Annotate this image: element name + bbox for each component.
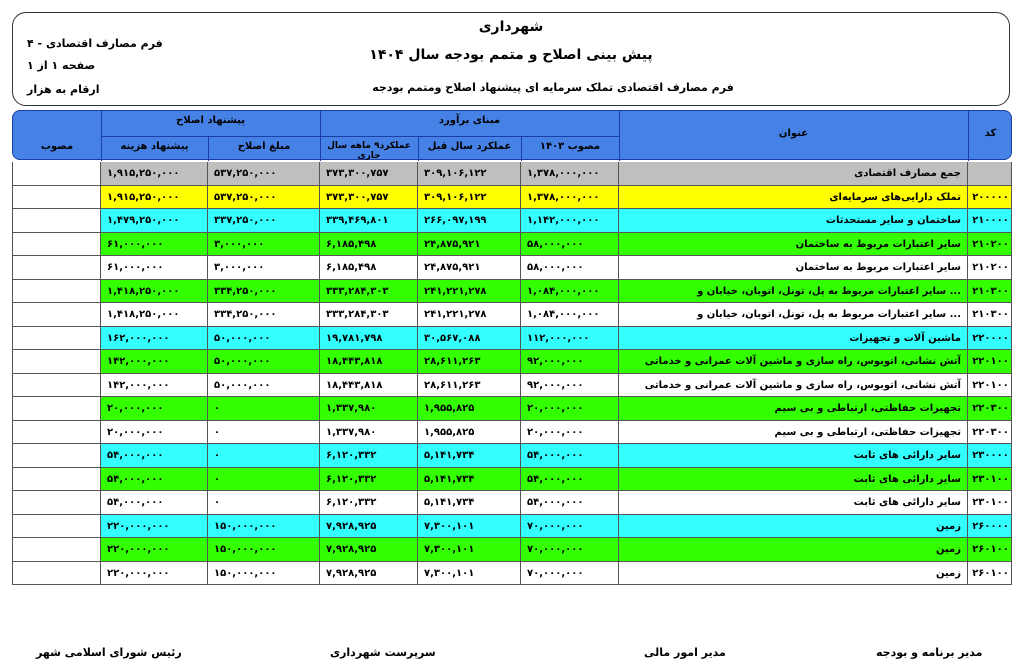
cell-code: ۲۱۰۲۰۰ [972,262,1009,273]
cell-code: ۲۱۰۰۰۰ [972,215,1009,226]
cell-approved-1403: ۱,۱۴۲,۰۰۰,۰۰۰ [521,209,619,232]
form-caption: فرم مصارف اقتصادی تملک سرمایه ای پیشنهاد اصلاح ومتمم بودجه [372,81,734,94]
cell-approved-1403: ۲۰,۰۰۰,۰۰۰ [521,421,619,444]
cell-approved [13,421,101,444]
col-header-prev-year: عملکرد سال قبل [427,141,512,152]
cell-amount-change: ۰ [208,421,320,444]
cell-prev-year: ۵,۱۴۱,۷۳۴ [418,444,521,467]
cell-current-9m: ۶,۱۲۰,۳۳۲ [320,468,418,491]
cell-proposed-cost: ۱۴۲,۰۰۰,۰۰۰ [101,374,208,397]
cell-approved-1403: ۱,۳۷۸,۰۰۰,۰۰۰ [521,162,619,185]
cell-approved [13,256,101,279]
cell-approved [13,162,101,185]
cell-current-9m: ۱۹,۷۸۱,۷۹۸ [320,327,418,350]
cell-approved [13,562,101,585]
cell-code: ۲۲۰۱۰۰ [972,379,1009,391]
cell-code: ۲۲۰۰۰۰ [972,332,1009,344]
cell-title: جمع مصارف اقتصادی [619,162,968,185]
cell-approved-1403: ۷۰,۰۰۰,۰۰۰ [521,562,619,585]
cell-current-9m: ۶,۱۲۰,۳۳۲ [320,491,418,514]
cell-prev-year: ۷,۳۰۰,۱۰۱ [418,538,521,561]
table-row [12,209,1012,233]
cell-current-9m: ۱۸,۴۴۳,۸۱۸ [320,350,418,373]
cell-approved [13,209,101,232]
cell-title: زمین [619,562,968,585]
cell-current-9m: ۷,۹۲۸,۹۲۵ [320,538,418,561]
cell-approved-1403: ۷۰,۰۰۰,۰۰۰ [521,515,619,538]
cell-approved-1403: ۹۲,۰۰۰,۰۰۰ [521,374,619,397]
cell-code: ۲۶۰۱۰۰ [972,544,1009,555]
cell-approved-1403: ۱۱۲,۰۰۰,۰۰۰ [521,327,619,350]
cell-title: سایر اعتبارات مربوط به ساختمان [619,256,968,279]
table-header [12,110,1012,160]
cell-prev-year: ۳۰,۵۶۷,۰۸۸ [418,327,521,350]
cell-approved [13,327,101,350]
cell-proposed-cost: ۱,۴۱۸,۲۵۰,۰۰۰ [101,280,208,303]
cell-approved-1403: ۱,۳۷۸,۰۰۰,۰۰۰ [521,186,619,209]
cell-prev-year: ۷,۳۰۰,۱۰۱ [418,562,521,585]
table-row [12,421,1012,445]
cell-approved-1403: ۵۸,۰۰۰,۰۰۰ [521,233,619,256]
col-header-approved-1403: مصوب ۱۴۰۳ [539,141,601,152]
cell-title: سایر اعتبارات مربوط به ساختمان [619,233,968,256]
form-title: شهرداری [478,19,544,35]
cell-proposed-cost: ۱,۴۷۹,۲۵۰,۰۰۰ [101,209,208,232]
cell-approved [13,303,101,326]
cell-prev-year: ۲۸,۶۱۱,۲۶۳ [418,350,521,373]
cell-amount-change: ۳۳۴,۲۵۰,۰۰۰ [208,280,320,303]
signature-finance-manager: مدیر امور مالی [644,646,726,659]
table-row [12,233,1012,257]
cell-current-9m: ۳۷۳,۳۰۰,۷۵۷ [320,162,418,185]
cell-code: ۲۲۰۳۰۰ [972,403,1009,414]
cell-current-9m: ۱۸,۴۴۳,۸۱۸ [320,374,418,397]
cell-title: سایر دارائی های ثابت [619,444,968,467]
cell-amount-change: ۱۵۰,۰۰۰,۰۰۰ [208,538,320,561]
cell-proposed-cost: ۱۶۲,۰۰۰,۰۰۰ [101,327,208,350]
cell-amount-change: ۵۳۷,۲۵۰,۰۰۰ [208,162,320,185]
cell-approved-1403: ۵۴,۰۰۰,۰۰۰ [521,491,619,514]
table-row [12,280,1012,304]
cell-prev-year: ۱,۹۵۵,۸۲۵ [418,397,521,420]
cell-current-9m: ۱,۳۳۷,۹۸۰ [320,421,418,444]
cell-title: آتش نشانی، اتوبوس، راه سازی و ماشین آلات عمرانی و خدماتی [619,374,968,397]
cell-proposed-cost: ۶۱,۰۰۰,۰۰۰ [101,256,208,279]
cell-prev-year: ۱,۹۵۵,۸۲۵ [418,421,521,444]
col-header-title: عنوان [778,128,809,139]
table-row [12,374,1012,398]
cell-code: ۲۳۰۱۰۰ [972,497,1009,508]
cell-proposed-cost: ۱,۹۱۵,۲۵۰,۰۰۰ [101,186,208,209]
cell-proposed-cost: ۲۰,۰۰۰,۰۰۰ [101,421,208,444]
cell-title: ... سایر اعتبارات مربوط به پل، تونل، اتوبان، خیابان و [619,280,968,303]
cell-title: ماشین آلات و تجهیزات [619,327,968,350]
cell-amount-change: ۳,۰۰۰,۰۰۰ [208,233,320,256]
col-header-amount-change: مبلغ اصلاح [237,141,291,152]
signature-budget-manager: مدیر برنامه و بودجه [876,646,983,659]
cell-proposed-cost: ۱۴۲,۰۰۰,۰۰۰ [101,350,208,373]
col-header-proposed-cost: پیشنهاد هزینه [120,141,189,152]
cell-title: زمین [619,515,968,538]
cell-code: ۲۱۰۲۰۰ [972,238,1009,250]
cell-title: تجهیزات حفاظتی، ارتباطی و بی سیم [619,421,968,444]
table-row [12,491,1012,515]
cell-amount-change: ۰ [208,444,320,467]
cell-current-9m: ۳۳۹,۴۶۹,۸۰۱ [320,209,418,232]
signature-council-head: رئیس شورای اسلامی شهر [36,646,182,659]
form-header [12,12,1010,106]
cell-approved-1403: ۱,۰۸۴,۰۰۰,۰۰۰ [521,280,619,303]
table-row [12,562,1012,586]
table-row [12,186,1012,210]
form-code: فرم مصارف اقتصادی - ۴ [27,37,163,50]
cell-code: ۲۱۰۳۰۰ [972,285,1009,297]
table-row [12,303,1012,327]
cell-proposed-cost: ۶۱,۰۰۰,۰۰۰ [101,233,208,256]
cell-proposed-cost: ۵۴,۰۰۰,۰۰۰ [101,444,208,467]
cell-code: ۲۶۰۱۰۰ [972,567,1009,579]
col-header-current-9m: عملکرد۹ ماهه سال جاری [327,141,411,161]
cell-proposed-cost: ۵۴,۰۰۰,۰۰۰ [101,491,208,514]
col-header-proposal: پیشنهاد اصلاح [176,115,245,126]
cell-approved [13,444,101,467]
table-row [12,515,1012,539]
cell-title: ساختمان و سایر مستحدثات [619,209,968,232]
table-row [12,327,1012,351]
cell-prev-year: ۲۴,۸۷۵,۹۲۱ [418,233,521,256]
cell-amount-change: ۳۳۴,۲۵۰,۰۰۰ [208,303,320,326]
cell-title: زمین [619,538,968,561]
cell-prev-year: ۲۶۶,۰۹۷,۱۹۹ [418,209,521,232]
cell-approved-1403: ۵۴,۰۰۰,۰۰۰ [521,444,619,467]
cell-approved-1403: ۵۸,۰۰۰,۰۰۰ [521,256,619,279]
cell-prev-year: ۷,۳۰۰,۱۰۱ [418,515,521,538]
cell-code: ۲۱۰۳۰۰ [972,309,1009,320]
cell-amount-change: ۵۳۷,۲۵۰,۰۰۰ [208,186,320,209]
col-header-approved: مصوب [40,141,74,152]
table-row [12,350,1012,374]
cell-approved-1403: ۲۰,۰۰۰,۰۰۰ [521,397,619,420]
cell-current-9m: ۶,۱۸۵,۴۹۸ [320,256,418,279]
cell-approved [13,280,101,303]
cell-proposed-cost: ۱,۹۱۵,۲۵۰,۰۰۰ [101,162,208,185]
cell-title: تجهیزات حفاظتی، ارتباطی و بی سیم [619,397,968,420]
cell-prev-year: ۲۸,۶۱۱,۲۶۳ [418,374,521,397]
table-row [12,397,1012,421]
cell-amount-change: ۵۰,۰۰۰,۰۰۰ [208,350,320,373]
cell-prev-year: ۳۰۹,۱۰۶,۱۲۲ [418,186,521,209]
cell-title: آتش نشانی، اتوبوس، راه سازی و ماشین آلات عمرانی و خدماتی [619,350,968,373]
cell-prev-year: ۵,۱۴۱,۷۳۴ [418,491,521,514]
table-row [12,538,1012,562]
cell-approved [13,468,101,491]
cell-title: سایر دارائی های ثابت [619,468,968,491]
cell-approved [13,491,101,514]
cell-code: ۲۳۰۰۰۰ [972,450,1009,461]
cell-amount-change: ۵۰,۰۰۰,۰۰۰ [208,327,320,350]
cell-prev-year: ۵,۱۴۱,۷۳۴ [418,468,521,491]
cell-amount-change: ۱۵۰,۰۰۰,۰۰۰ [208,562,320,585]
cell-code: ۲۲۰۱۰۰ [972,356,1009,367]
cell-title: تملک دارایی‌های سرمایه‌ای [619,186,968,209]
cell-current-9m: ۳۳۳,۲۸۴,۳۰۳ [320,280,418,303]
form-subtitle: پیش بینی اصلاح و متمم بودجه سال ۱۴۰۴ [369,47,653,63]
cell-current-9m: ۳۷۳,۳۰۰,۷۵۷ [320,186,418,209]
page-info: صفحه ۱ از ۱ [27,59,96,72]
signature-mayor: سرپرست شهرداری [330,646,436,659]
cell-proposed-cost: ۲۰,۰۰۰,۰۰۰ [101,397,208,420]
cell-approved-1403: ۷۰,۰۰۰,۰۰۰ [521,538,619,561]
cell-current-9m: ۱,۳۳۷,۹۸۰ [320,397,418,420]
table-body [12,162,1012,585]
cell-approved-1403: ۹۲,۰۰۰,۰۰۰ [521,350,619,373]
cell-proposed-cost: ۲۲۰,۰۰۰,۰۰۰ [101,562,208,585]
units-note: ارقام به هزار [27,83,100,96]
cell-code: ۲۰۰۰۰۰ [972,191,1009,203]
cell-code: ۲۶۰۰۰۰ [972,520,1009,532]
cell-current-9m: ۶,۱۲۰,۳۳۲ [320,444,418,467]
cell-approved [13,515,101,538]
cell-amount-change: ۳,۰۰۰,۰۰۰ [208,256,320,279]
cell-amount-change: ۳۳۷,۲۵۰,۰۰۰ [208,209,320,232]
cell-proposed-cost: ۲۲۰,۰۰۰,۰۰۰ [101,515,208,538]
cell-prev-year: ۲۴۱,۲۲۱,۲۷۸ [418,303,521,326]
cell-prev-year: ۳۰۹,۱۰۶,۱۲۲ [418,162,521,185]
cell-approved [13,374,101,397]
cell-approved [13,350,101,373]
cell-prev-year: ۲۴۱,۲۲۱,۲۷۸ [418,280,521,303]
cell-prev-year: ۲۴,۸۷۵,۹۲۱ [418,256,521,279]
cell-current-9m: ۳۳۳,۲۸۴,۳۰۳ [320,303,418,326]
cell-proposed-cost: ۲۲۰,۰۰۰,۰۰۰ [101,538,208,561]
cell-current-9m: ۷,۹۲۸,۹۲۵ [320,562,418,585]
table-row [12,256,1012,280]
cell-amount-change: ۱۵۰,۰۰۰,۰۰۰ [208,515,320,538]
cell-current-9m: ۷,۹۲۸,۹۲۵ [320,515,418,538]
cell-code [968,162,1013,185]
cell-approved [13,233,101,256]
table-row [12,162,1012,186]
table-row [12,468,1012,492]
cell-approved-1403: ۵۴,۰۰۰,۰۰۰ [521,468,619,491]
cell-title: ... سایر اعتبارات مربوط به پل، تونل، اتوبان، خیابان و [619,303,968,326]
cell-approved [13,397,101,420]
cell-approved [13,538,101,561]
cell-title: سایر دارائی های ثابت [619,491,968,514]
cell-proposed-cost: ۱,۴۱۸,۲۵۰,۰۰۰ [101,303,208,326]
col-header-basis: مبنای برآورد [438,115,501,126]
cell-approved [13,186,101,209]
cell-code: ۲۲۰۳۰۰ [972,426,1009,438]
col-header-code: کد [984,128,997,139]
cell-amount-change: ۰ [208,491,320,514]
cell-approved-1403: ۱,۰۸۴,۰۰۰,۰۰۰ [521,303,619,326]
cell-amount-change: ۰ [208,468,320,491]
table-row [12,444,1012,468]
cell-amount-change: ۵۰,۰۰۰,۰۰۰ [208,374,320,397]
cell-code: ۲۳۰۱۰۰ [972,473,1009,485]
cell-amount-change: ۰ [208,397,320,420]
cell-current-9m: ۶,۱۸۵,۴۹۸ [320,233,418,256]
cell-proposed-cost: ۵۴,۰۰۰,۰۰۰ [101,468,208,491]
